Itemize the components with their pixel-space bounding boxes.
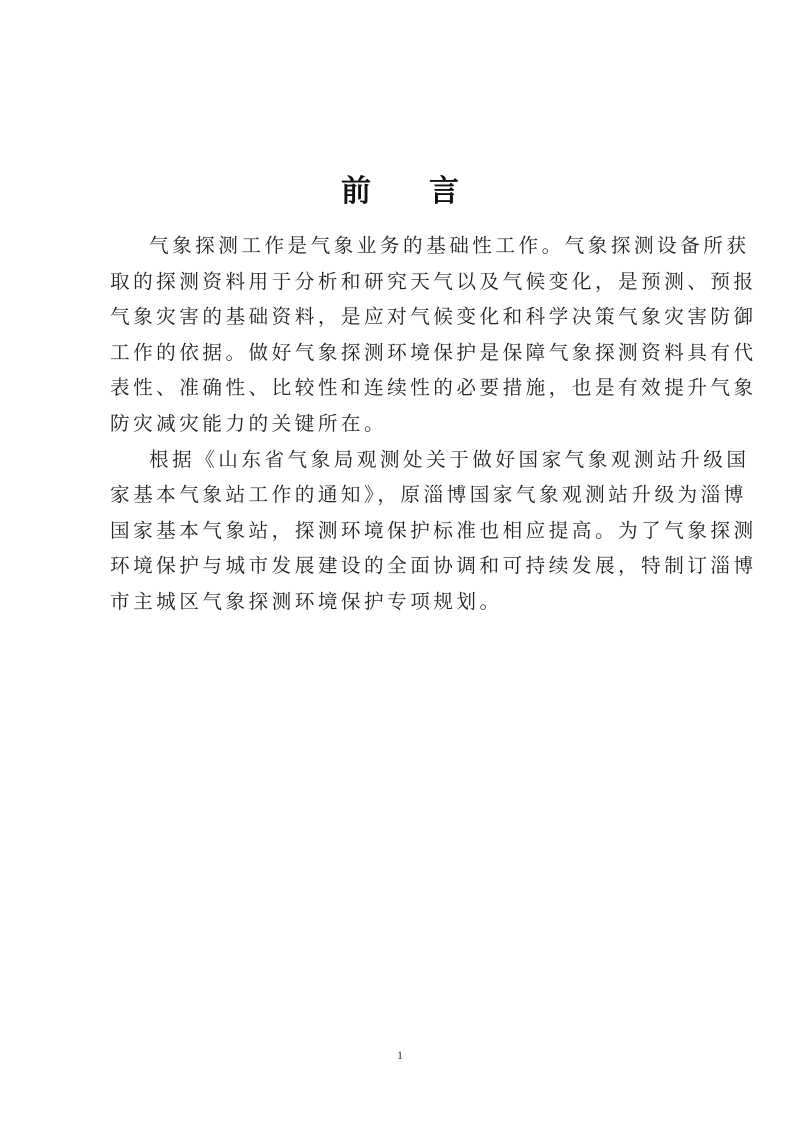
- page-title: [0, 166, 800, 210]
- title-char-2: 言: [429, 174, 459, 209]
- paragraph-line: 防灾减灾能力的关键所在。: [110, 411, 388, 435]
- paragraph-line: 工作的依据。做好气象探测环境保护是保障气象探测资料具有代: [110, 340, 757, 364]
- document-body: [110, 228, 757, 620]
- paragraph-line: 气象探测工作是气象业务的基础性工作。气象探测设备所获: [149, 234, 750, 257]
- paragraph-line: 气象灾害的基础资料，是应对气候变化和科学决策气象灾害防御: [110, 305, 757, 329]
- paragraph-line: 国家基本气象站，探测环境保护标准也相应提高。为了气象探测: [110, 518, 757, 542]
- paragraph-line: 根据《山东省气象局观测处关于做好国家气象观测站升级国: [149, 447, 750, 471]
- paragraph-line: 家基本气象站工作的通知》，原淄博国家气象观测站升级为淄博: [110, 483, 747, 507]
- paragraph-line: 表性、准确性、比较性和连续性的必要措施，也是有效提升气象: [110, 376, 757, 400]
- title-char-1: 前: [341, 174, 371, 209]
- paragraph-line: 市主城区气象探测环境保护专项规划。: [110, 589, 503, 613]
- paragraph-1: [110, 228, 757, 442]
- page-number: 1: [397, 1048, 403, 1062]
- paragraph-2: [110, 442, 757, 620]
- paragraph-line: 取的探测资料用于分析和研究天气以及气候变化，是预测、预报: [110, 269, 757, 293]
- paragraph-line: 环境保护与城市发展建设的全面协调和可持续发展，特制订淄博: [110, 554, 757, 578]
